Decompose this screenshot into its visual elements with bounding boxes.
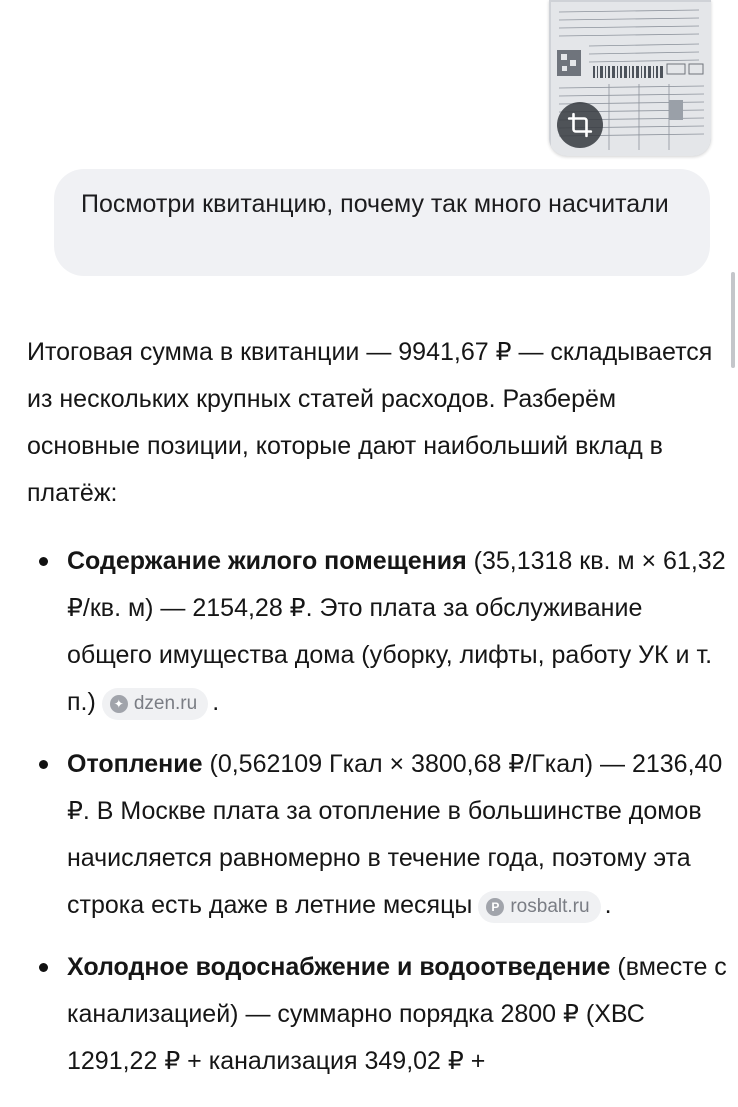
user-message-text: Посмотри квитанцию, почему так много насчитали [81,190,669,218]
list-item [27,944,727,1085]
crop-button[interactable] [557,102,603,148]
dzen-icon: ✦ [110,695,128,713]
item-text: (вместе с канализацией) — суммарно порядка 2800 ₽ (ХВС 1291,22 ₽ + канализация 349,02 ₽ + [67,953,727,1075]
item-title: Холодное водоснабжение и водоотведение [67,953,611,981]
source-chip-rosbalt[interactable] [478,891,600,923]
receipt-attachment[interactable] [549,0,711,156]
source-label: rosbalt.ru [510,896,590,917]
rosbalt-icon: P [486,898,504,916]
user-message-bubble [54,169,710,276]
item-title: Отопление [67,750,203,778]
item-title: Содержание жилого помещения [67,547,467,575]
item-text: (35,1318 кв. м × 61,32 ₽/кв. м) — 2154,28 ₽. Это плата за обслуживание общего имущества дома (уборку, лифты, работу УК и т. п.) [67,547,726,716]
scrollbar[interactable] [731,272,735,368]
source-label: dzen.ru [133,693,198,714]
list-item: Отопление (0,562109 Гкал × 3800,68 ₽/Гкал) — 2136,40 ₽. В Москве плата за отопление в большинстве домов начисляется равномерно в течение года, поэтому эта строка есть даже в летние месяцы P rosbalt.ru . [27,741,727,929]
answer-list [27,538,727,1085]
answer-intro: Итоговая сумма в квитанции — 9941,67 ₽ — складывается из нескольких крупных статей расходов. Разберём основные позиции, которые дают наибольший вклад в платёж: [27,338,713,507]
list-item: Содержание жилого помещения (35,1318 кв. м × 61,32 ₽/кв. м) — 2154,28 ₽. Это плата за обслуживание общего имущества дома (уборку, лифты, работу УК и т. п.) ✦ dzen.ru . [27,538,727,726]
source-chip-dzen[interactable] [102,688,208,720]
crop-icon [567,112,593,138]
assistant-answer [27,329,727,1100]
item-text: (0,562109 Гкал × 3800,68 ₽/Гкал) — 2136,40 ₽. В Москве плата за отопление в большинстве домов начисляется равномерно в течение года, поэтому эта строка есть даже в летние месяцы [67,750,723,919]
